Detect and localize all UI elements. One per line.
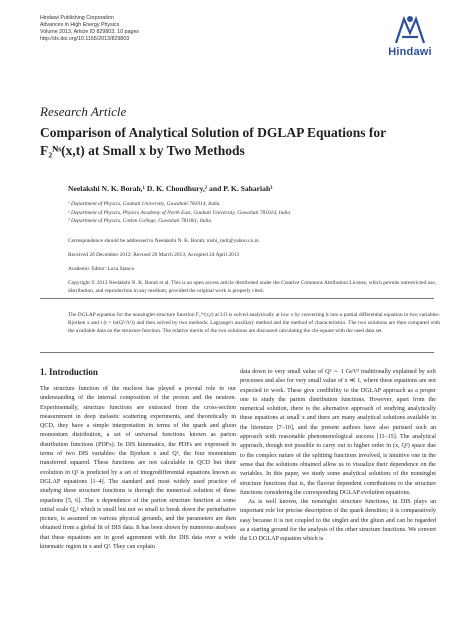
affiliation-2: ² Department of Physics, Physics Academy of North East, Gauhati University, Guwahati 781014, India	[68, 209, 291, 216]
left-paragraph-1: The structure function of the nucleon has played a pivotal role in our understanding of the internal composition of the proton and the neutron. Experimentally, structure functions are extracted from the cross-section measurement in deep inelastic scattering experiments, and theoretically in QCD, they have a simple interpretation in terms of the quark and gluon momentum distribution, a set of universal functions known as parton distribution functions (PDFs). In DIS kinematics, the PDFs are expressed in terms of two DIS variables: the Bjorken x and Q², the four momentum transferred squared. These functions are not calculable in QCD but their evolution in Q² is predicted by a set of integrodifferential equations known as DGLAP equations [1–4]. The standard and most widely used practice of studying these structure functions is through the numerical solution of these equations [5, 6]. The x dependence of the parton structure function at some initial scale Q₀² which is small but not so small to break down the perturbative picture, is assumed on various physical grounds, and the parameters are then obtained from a global fit of DIS data. It has been shown by numerous analyses that these equations are in good agreement with the DIS data over a wide kinematic region in x and Q². They can explain	[40, 386, 236, 551]
authors: Neelakshi N. K. Borah,¹ D. K. Choudhury,² and P. K. Sahariah³	[68, 184, 273, 193]
affiliations	[68, 200, 448, 226]
academic-editor: Academic Editor: Luca Stanco	[68, 266, 135, 272]
journal-info	[40, 15, 340, 43]
title-line-2: F₂ᴺˢ(x,t) at Small x by Two Methods	[40, 143, 245, 158]
right-paragraph-2: As is well known, the nonsinglet structure functions, in DIS plays an important role for precise description of the quark densities; it is comparatively easy because it is not coupled to the singlet and the gluon and can be regarded as a starting ground for the analysis of the other structure functions. We convert the LO DGLAP equation which is	[240, 499, 436, 543]
copyright-notice: Copyright © 2013 Neelakshi N. K. Borah et al. This is an open access article distributed under the Creative Commons Attribution License, which permits unrestricted use, distribution, and reproduction in any medium, provided the original work is properly cited.	[68, 280, 437, 294]
article-type: Research Article	[40, 104, 127, 119]
right-column	[240, 368, 436, 545]
volume-line: Volume 2013, Article ID 829803, 10 pages	[40, 29, 139, 35]
correspondence: Correspondence should be addressed to Neelakshi N. K. Borah; nishi_indr@yahoo.co.in	[68, 238, 259, 244]
affiliation-3: ³ Department of Physics, Cotton College, Guwahati 781001, India	[68, 218, 212, 225]
divider-top	[40, 298, 434, 299]
hindawi-logo-text: Hindawi	[388, 46, 432, 58]
section-heading: 1. Introduction	[40, 367, 98, 377]
dates: Received 26 December 2012; Revised 20 March 2013; Accepted 24 April 2013	[68, 252, 240, 258]
right-paragraph-1: data down to very small value of Q² ∼ 1 GeV² traditionally explained by soft processes and also for very small value of x ≪ 1, where these equations are not expected to work. These give credibility to the DGLAP approach as a proper one to study the parton distribution functions. However, apart from the numerical solution, there is the alternative approach of studying analytically these equations at small x and there are many analytical solutions available in the literature [7–10], and the present authors have also pursued such an approach with reasonable phenomenological success [11–15]. The analytical approach, though not possible to carry out to higher order in (x, Q²) space due to the complex nature of the splitting functions involved, is intuitive one in the sense that the solutions obtained allow us to visualize their dependence on the variables. In this paper, we study some analytical solutions of the nonsinglet structure functions that is, the flavour dependent contributions to the structure functions considering the corresponding DGLAP evolution equations.	[240, 369, 436, 496]
hindawi-logo	[382, 13, 438, 63]
title-line-1: Comparison of Analytical Solution of DGLAP Equations for	[40, 125, 387, 140]
divider-bottom	[40, 352, 434, 353]
affiliation-1: ¹ Department of Physics, Gauhati University, Guwahati 781014, India	[68, 201, 220, 207]
publisher-line: Hindawi Publishing Corporation	[40, 15, 114, 21]
hindawi-logo-icon	[390, 13, 430, 45]
doi-link[interactable]: http://dx.doi.org/10.1155/2013/829803	[40, 36, 130, 42]
left-column	[40, 385, 236, 552]
abstract: The DGLAP equation for the nonsinglet structure function F₂ᴺˢ(x,t) at LO is solved analytically at low x by converting it into a partial differential equation in two variables: Bjorken x and t (t = ln(Q²/Λ²)) and then solved by two methods: Lagrange's auxiliary method and the method of characteristics. The two solutions are then compared with the available data on the structure function. The relative merits of the two solutions are discussed calculating the chi-square with the used data set.	[68, 312, 440, 334]
journal-line: Advances in High Energy Physics	[40, 22, 120, 28]
paper-title	[40, 124, 440, 160]
